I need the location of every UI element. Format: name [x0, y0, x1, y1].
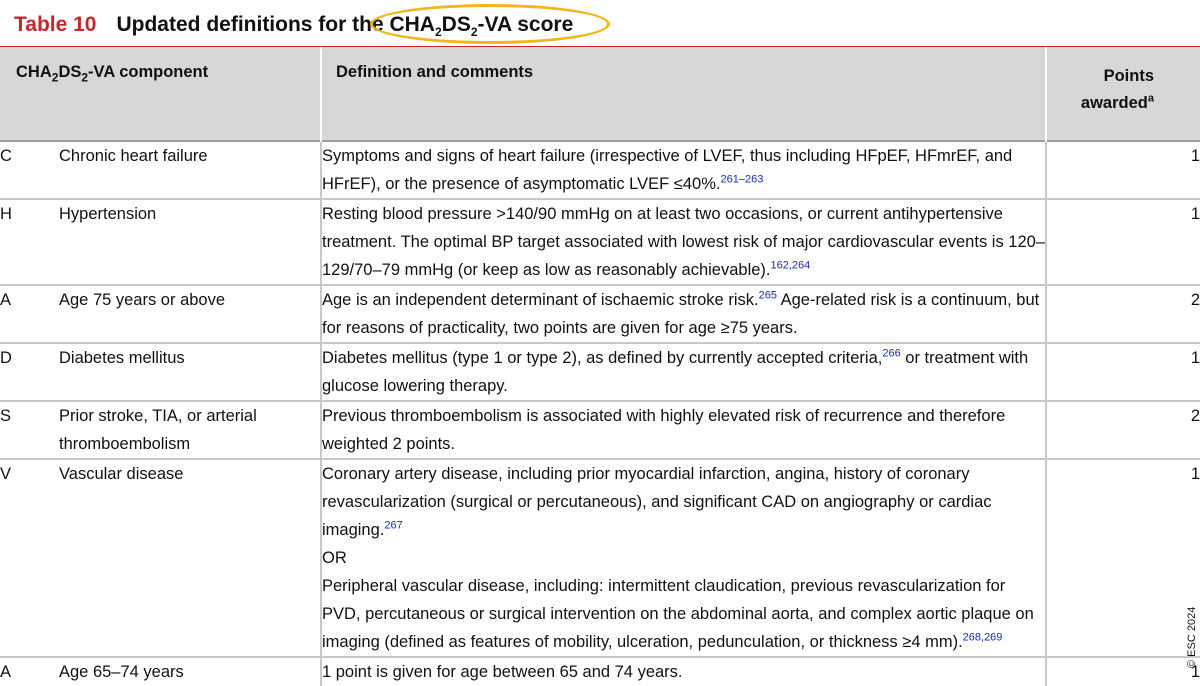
- title-sub: 2: [470, 25, 478, 40]
- table-row: [0, 199, 1200, 285]
- table-row: [0, 657, 1200, 686]
- definition-text: 1 point is given for age between 65 and 74 years.: [322, 663, 683, 681]
- table-row: [0, 141, 1200, 199]
- definition-text: Symptoms and signs of heart failure (irrespective of LVEF, thus including HFpEF, HFmrEF, and HFrEF), or the presence of asymptomatic LVEF ≤40%.: [322, 147, 1013, 193]
- header-points-line1: Points: [1103, 67, 1154, 85]
- row-component: Chronic heart failure: [59, 141, 321, 199]
- definitions-table: [0, 47, 1200, 686]
- row-points: 1: [1046, 343, 1200, 401]
- row-letter: A: [0, 657, 59, 686]
- definition-text: Age is an independent determinant of ischaemic stroke risk.: [322, 291, 759, 309]
- header-definition: Definition and comments: [321, 47, 1046, 141]
- reference-link[interactable]: 266: [882, 347, 901, 360]
- table-row: [0, 343, 1200, 401]
- header-part: DS: [58, 63, 82, 81]
- row-points: 1: [1046, 141, 1200, 199]
- definition-text: Peripheral vascular disease, including: intermittent claudication, previous revascularization for PVD, percutaneous or surgical intervention on the abdominal aorta, and complex aortic plaque on imaging (defined as features of mobility, ulceration, pedunculation, or thickness ≥4 mm).: [322, 577, 1034, 651]
- table-number: Table 10: [14, 13, 97, 36]
- title-sub: 2: [434, 25, 442, 40]
- row-component: Diabetes mellitus: [59, 343, 321, 401]
- row-letter: H: [0, 199, 59, 285]
- header-sub: 2: [51, 70, 59, 85]
- row-definition: [321, 657, 1046, 686]
- table-row: [0, 459, 1200, 657]
- table-row: [0, 285, 1200, 343]
- header-points-sup: a: [1147, 92, 1154, 105]
- row-letter: V: [0, 459, 59, 657]
- row-component: Vascular disease: [59, 459, 321, 657]
- table-title: [14, 8, 573, 42]
- row-definition: [321, 459, 1046, 657]
- definition-text: Coronary artery disease, including prior myocardial infarction, angina, history of coronary revascularization (surgical or percutaneous), and significant CAD on angiography or cardiac imaging.: [322, 465, 992, 539]
- reference-link[interactable]: 267: [384, 519, 403, 532]
- header-sub: 2: [81, 70, 89, 85]
- reference-link[interactable]: 268,269: [962, 631, 1003, 644]
- or-separator: OR: [322, 549, 347, 567]
- row-points: 2: [1046, 285, 1200, 343]
- reference-link[interactable]: 162,264: [770, 259, 811, 272]
- row-component: Age 75 years or above: [59, 285, 321, 343]
- row-component: Age 65–74 years: [59, 657, 321, 686]
- definition-text: or treatment with glucose lowering therapy.: [322, 349, 1029, 395]
- title-part: Updated definitions for the CHA: [116, 13, 435, 36]
- row-points: 1: [1046, 459, 1200, 657]
- table-header-row: [0, 47, 1200, 141]
- row-letter: A: [0, 285, 59, 343]
- row-definition: [321, 199, 1046, 285]
- row-component: Prior stroke, TIA, or arterial thromboembolism: [59, 401, 321, 459]
- row-points: 1: [1046, 657, 1200, 686]
- copyright-notice: [1184, 580, 1198, 670]
- row-definition: [321, 401, 1046, 459]
- row-letter: D: [0, 343, 59, 401]
- table-row: [0, 401, 1200, 459]
- definition-text: Diabetes mellitus (type 1 or type 2), as defined by currently accepted criteria,: [322, 349, 883, 367]
- header-points: [1046, 47, 1200, 141]
- header-component: [0, 47, 321, 141]
- row-definition: [321, 285, 1046, 343]
- reference-link[interactable]: 265: [758, 289, 777, 302]
- row-component: Hypertension: [59, 199, 321, 285]
- header-points-line2: awarded: [1080, 94, 1148, 112]
- row-definition: [321, 343, 1046, 401]
- header-part: -VA component: [88, 63, 209, 81]
- header-part: CHA: [16, 63, 52, 81]
- table-title-text: [116, 13, 574, 40]
- row-definition: [321, 141, 1046, 199]
- row-points: 1: [1046, 199, 1200, 285]
- definition-text: Resting blood pressure >140/90 mmHg on at least two occasions, or current antihypertensive treatment. The optimal BP target associated with lowest risk of major cardiovascular events is 120–129/70–79 mmHg (or keep as low as reasonably achievable).: [322, 205, 1045, 279]
- row-letter: C: [0, 141, 59, 199]
- reference-link[interactable]: 261–263: [720, 173, 764, 186]
- copyright-text: © ESC 2024: [1186, 606, 1198, 668]
- definition-text: Age-related risk is a continuum, but for reasons of practicality, two points are given for age ≥75 years.: [322, 291, 1040, 337]
- row-letter: S: [0, 401, 59, 459]
- title-part: DS: [441, 13, 471, 36]
- definition-text: Previous thromboembolism is associated with highly elevated risk of recurrence and therefore weighted 2 points.: [322, 407, 1006, 453]
- title-part: -VA score: [477, 13, 574, 36]
- row-points: 2: [1046, 401, 1200, 459]
